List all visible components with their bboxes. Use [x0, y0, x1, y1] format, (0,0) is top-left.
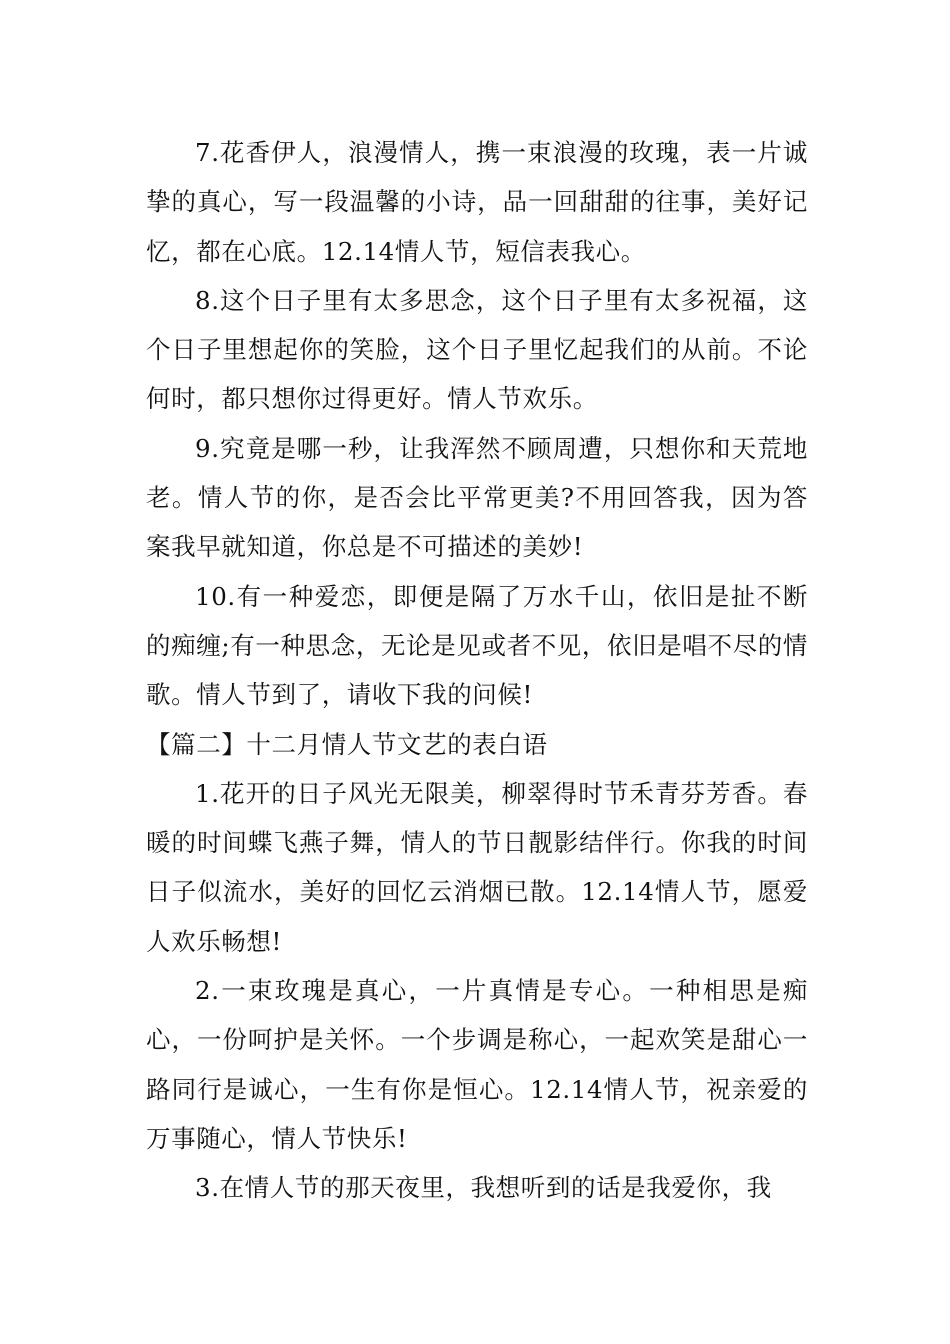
paragraph-9: 9.究竟是哪一秒，让我浑然不顾周遭，只想你和天荒地老。情人节的你，是否会比平常更美?不用回答我，因为答案我早就知道，你总是不可描述的美妙!: [146, 433, 808, 562]
document-page: [146, 128, 808, 1213]
section-paragraph-1: 1.花开的日子风光无限美，柳翠得时节禾青芬芳香。春暖的时间蝶飞燕子舞，情人的节日靓影结伴行。你我的时间日子似流水，美好的回忆云消烟已散。12.14情人节，愿爱人欢乐畅想!: [146, 778, 808, 956]
section-paragraph-3: 3.在情人节的那天夜里，我想听到的话是我爱你，我: [195, 1173, 772, 1203]
paragraph-10: 10.有一种爱恋，即便是隔了万水千山，依旧是扯不断的痴缠;有一种思念，无论是见或者不见，依旧是唱不尽的情歌。情人节到了，请收下我的问候!: [146, 581, 808, 710]
section-heading: 【篇二】十二月情人节文艺的表白语: [146, 729, 548, 759]
section-paragraph-2: 2.一束玫瑰是真心，一片真情是专心。一种相思是痴心，一份呵护是关怀。一个步调是称心，一起欢笑是甜心一路同行是诚心，一生有你是恒心。12.14情人节，祝亲爱的万事随心，情人节快乐!: [146, 976, 808, 1153]
paragraph-7: 7.花香伊人，浪漫情人，携一束浪漫的玫瑰，表一片诚挚的真心，写一段温馨的小诗，品一回甜甜的往事，美好记忆，都在心底。12.14情人节，短信表我心。: [146, 138, 808, 266]
paragraph-8: 8.这个日子里有太多思念，这个日子里有太多祝福，这个日子里想起你的笑脸，这个日子里忆起我们的从前。不论何时，都只想你过得更好。情人节欢乐。: [146, 285, 808, 414]
